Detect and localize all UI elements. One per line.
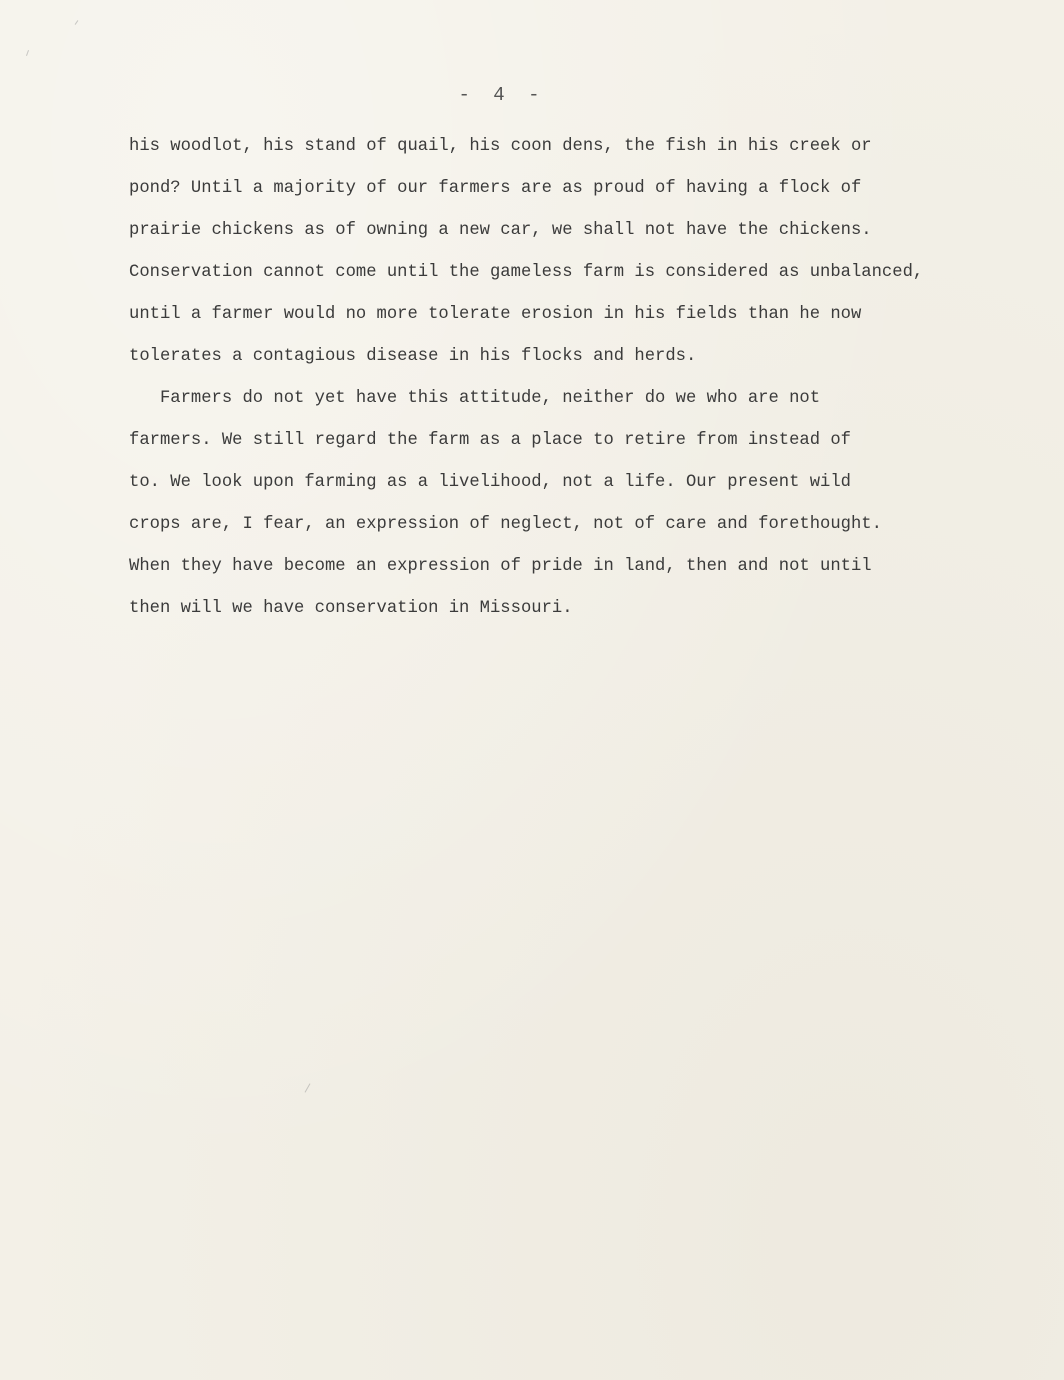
text-line: Farmers do not yet have this attitude, neither do we who are not [129,389,821,408]
text-line: pond? Until a majority of our farmers are as proud of having a flock of [129,179,862,198]
text-line: his woodlot, his stand of quail, his coon dens, the fish in his creek or [129,137,872,156]
text-line: farmers. We still regard the farm as a place to retire from instead of [129,431,851,450]
paper-speck [75,20,79,25]
typed-text-block [129,126,959,630]
page-number: - 4 - [458,84,546,106]
text-line: tolerates a contagious disease in his flocks and herds. [129,347,697,366]
paper-speck [305,1083,311,1092]
text-line: until a farmer would no more tolerate erosion in his fields than he now [129,305,862,324]
text-line: then will we have conservation in Missouri. [129,599,573,618]
text-line: Conservation cannot come until the gameless farm is considered as unbalanced, [129,263,924,282]
text-line: When they have become an expression of pride in land, then and not until [129,557,872,576]
text-line: to. We look upon farming as a livelihood, not a life. Our present wild [129,473,851,492]
paper-speck [26,50,29,56]
text-line: crops are, I fear, an expression of neglect, not of care and forethought. [129,515,882,534]
text-line: prairie chickens as of owning a new car, we shall not have the chickens. [129,221,872,240]
